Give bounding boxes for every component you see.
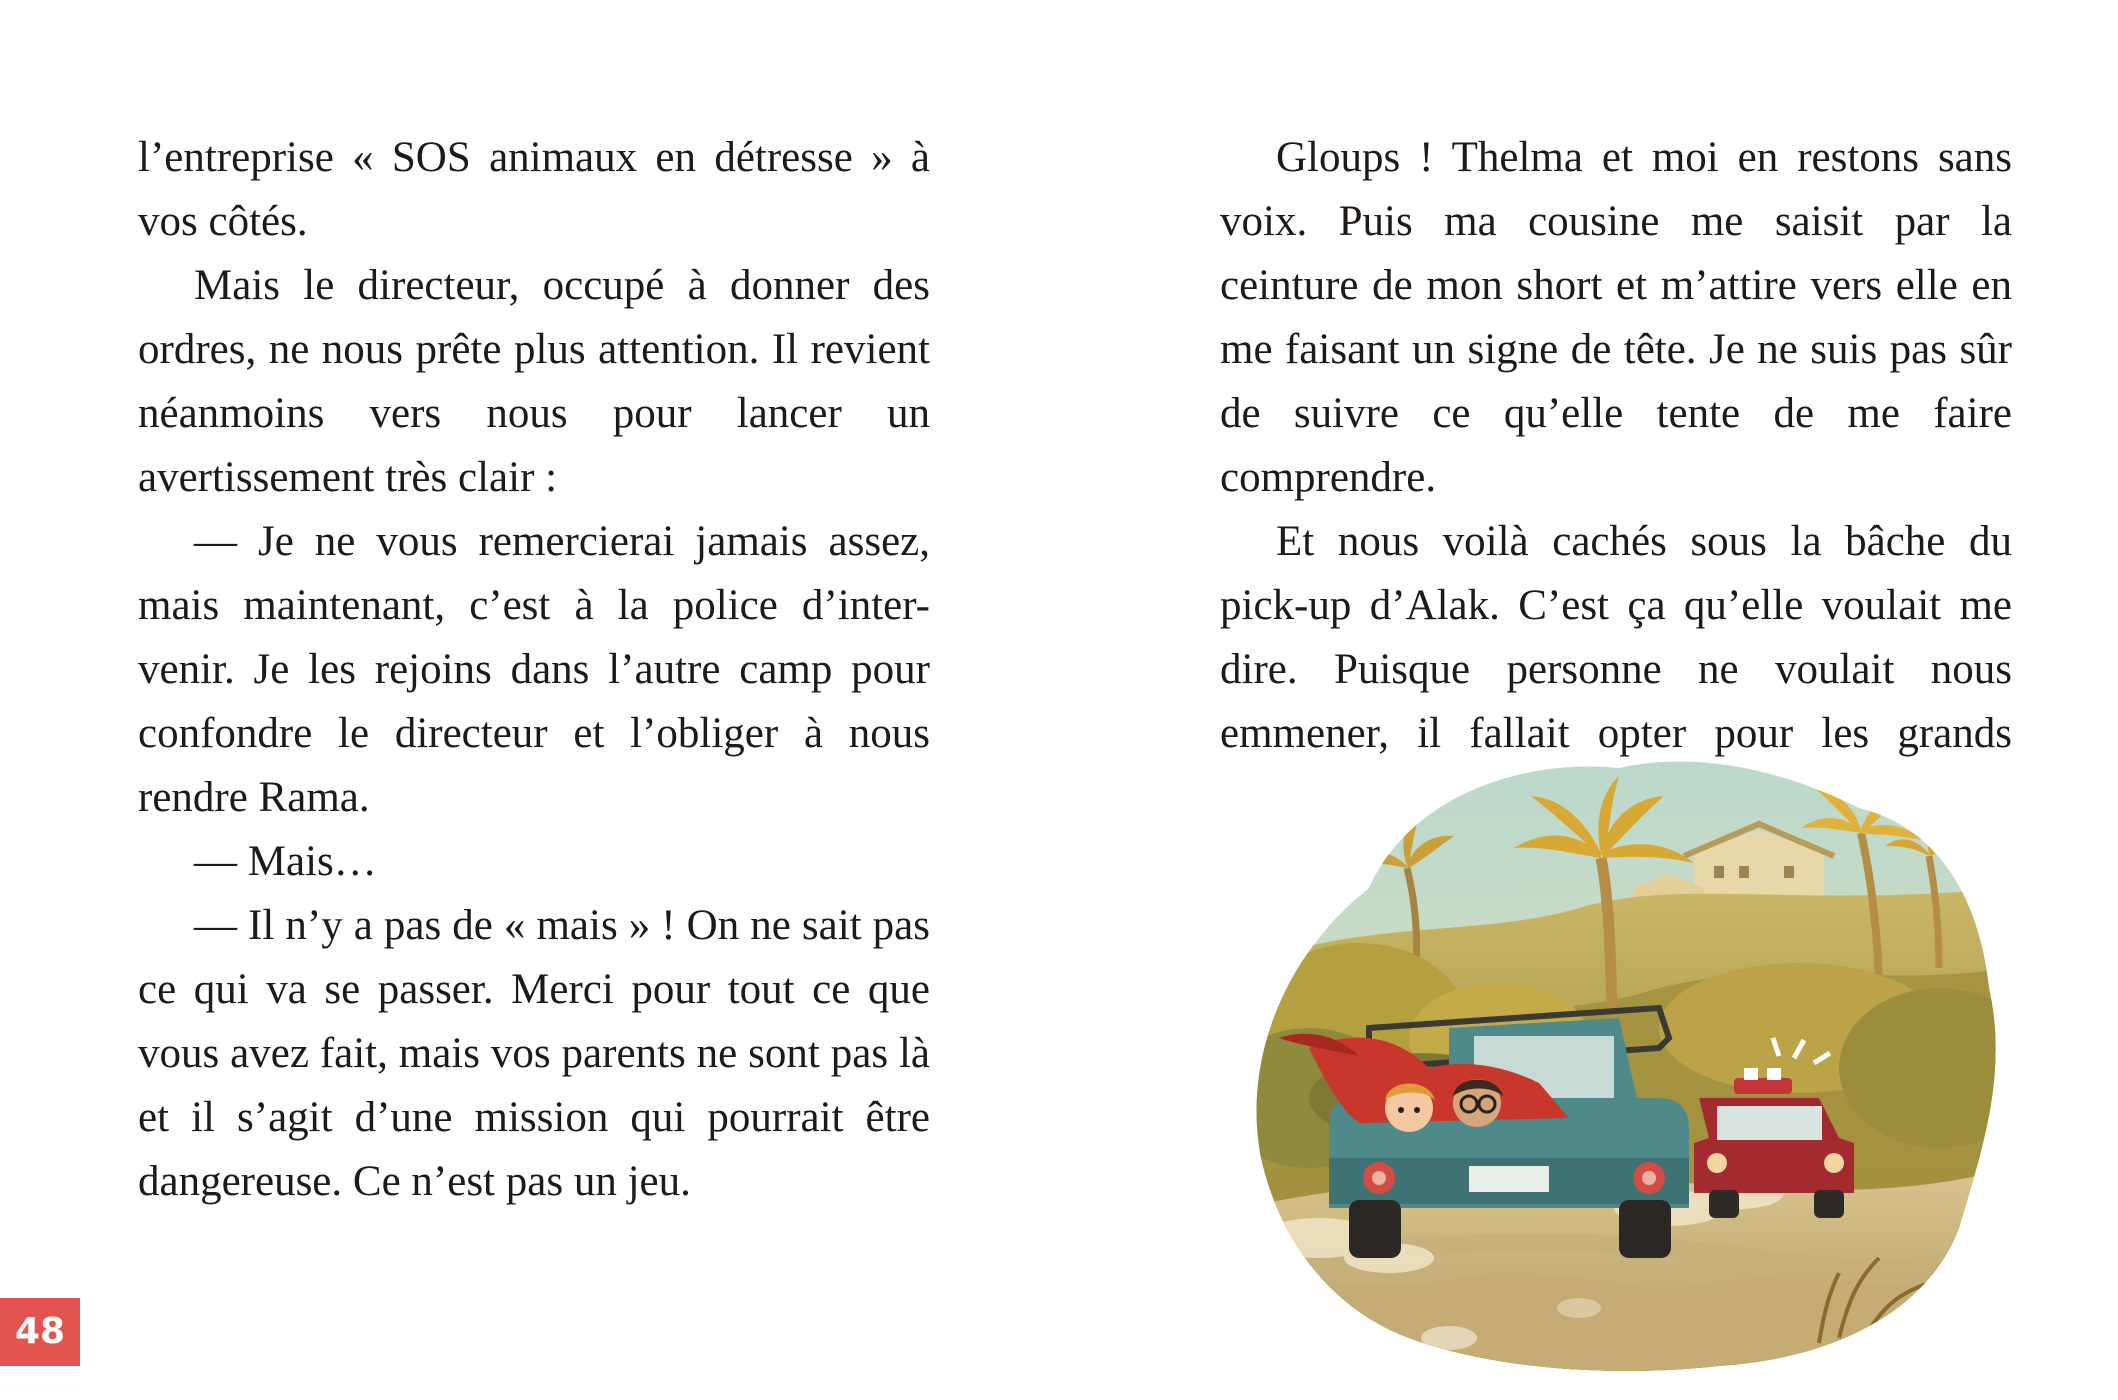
illustration-svg bbox=[1239, 738, 2009, 1378]
page-number: 48 bbox=[0, 1298, 80, 1366]
right-page bbox=[1059, 0, 2118, 1400]
illustration-truck-chase bbox=[1239, 738, 2009, 1378]
paragraph: — Mais… bbox=[194, 838, 377, 885]
paragraph: Gloups ! Thelma et moi en restons sans voix. Puis ma cousine me saisit par la ceinture de mon short et m’attire vers elle en me faisant un signe de tête. Je ne suis pas sûr de suivre ce qu’elle tente de me faire comprendre. bbox=[1220, 134, 2012, 501]
paragraph: — Je ne vous remercierai jamais assez, mais maintenant, c’est à la police d’inter-venir. Je les rejoins dans l’autre camp pour confondre le directeur et l’obliger à nous rendre Rama. bbox=[138, 518, 930, 821]
scene bbox=[1239, 738, 2009, 1378]
paragraph: Et nous voilà cachés sous la bâche du pick-up d’Alak. C’est ça qu’elle voulait me dire. Puisque personne ne voulait nous emmener, il fallait opter pour les grands bbox=[1220, 518, 2012, 757]
paragraph: l’entreprise « SOS animaux en détresse » à vos côtés. bbox=[138, 134, 930, 245]
left-page-text bbox=[138, 126, 930, 1214]
paragraph: Mais le directeur, occupé à donner des ordres, ne nous prête plus attention. Il revient néanmoins vers nous pour lancer un avertissement très clair : bbox=[138, 262, 930, 501]
right-page-text bbox=[1220, 126, 2012, 766]
paragraph: — Il n’y a pas de « mais » ! On ne sait pas ce qui va se passer. Merci pour tout ce que vous avez fait, mais vos parents ne sont pas là et il s’agit d’une mission qui pourrait être dangereuse. Ce n’est pas un jeu. bbox=[138, 902, 930, 1205]
